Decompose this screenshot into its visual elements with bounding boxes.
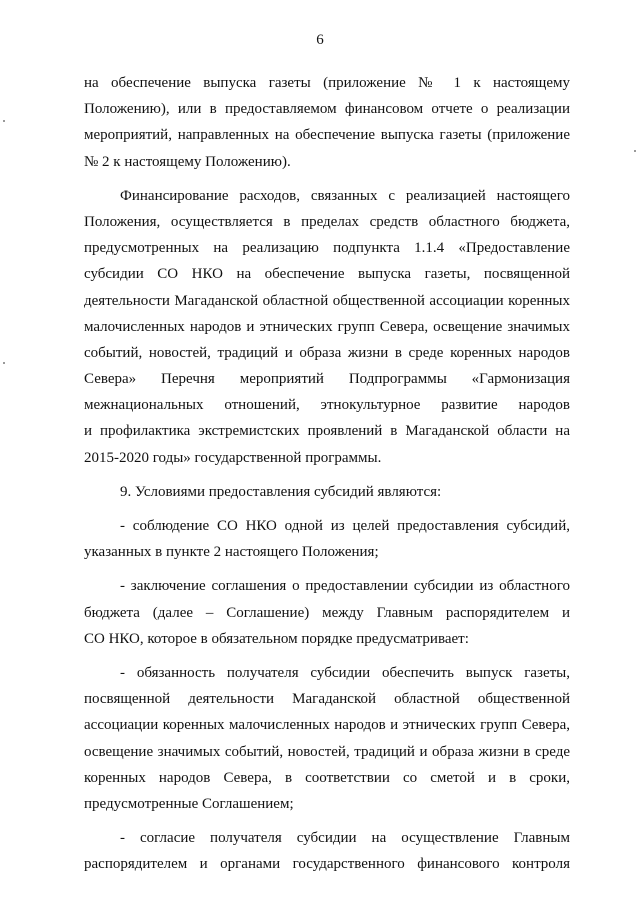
page-number: 6	[316, 32, 324, 48]
text-line: - соблюдение СО НКО одной из целей предоставления субсидий,	[120, 518, 570, 534]
paragraph	[84, 825, 570, 877]
text-line: ассоциации коренных малочисленных народов и этнических групп Севера,	[84, 717, 570, 734]
text-line: Положению), или в предоставляемом финансовом отчете о реализации	[84, 101, 570, 118]
text-line: малочисленных народов и этнических групп Севера, освещение значимых	[84, 318, 570, 335]
text-line: Финансирование расходов, связанных с реализацией настоящего	[120, 187, 570, 204]
text-line: - обязанность получателя субсидии обеспечить выпуск газеты,	[120, 664, 570, 681]
text-line: - согласие получателя субсидии на осуществление Главным	[120, 830, 570, 847]
paragraph	[84, 183, 570, 471]
text-line: коренных народов Севера, в соответствии со сметой и в сроки,	[84, 769, 570, 786]
text-line: событий, новостей, традиций и образа жизни в среде коренных народов	[84, 344, 570, 361]
text-line: указанных в пункте 2 настоящего Положения;	[84, 544, 379, 561]
text-line: и профилактика экстремистских проявлений в Магаданской области на	[84, 423, 570, 440]
text-line: освещение значимых событий, новостей, традиций и образа жизни в среде	[84, 743, 570, 760]
text-line: Севера» Перечня мероприятий Подпрограммы «Гармонизация	[84, 371, 570, 388]
document-body	[84, 70, 570, 877]
scan-edge-mark	[3, 120, 5, 122]
text-line: - заключение соглашения о предоставлении субсидии из областного	[120, 578, 570, 595]
paragraph	[84, 479, 570, 505]
scan-edge-mark	[3, 362, 5, 364]
text-line: межнациональных отношений, этнокультурное развитие народов	[84, 397, 570, 414]
text-line: на обеспечение выпуска газеты (приложение № 1 к настоящему	[84, 75, 570, 91]
text-line: предусмотренные Соглашением;	[84, 795, 294, 812]
text-line: предусмотренных на реализацию подпункта 1.1.4 «Предоставление	[84, 240, 570, 257]
text-line: деятельности Магаданской областной общественной ассоциации коренных	[84, 292, 570, 309]
text-line: посвященной деятельности Магаданской областной общественной	[84, 691, 570, 708]
text-line: СО НКО, которое в обязательном порядке предусматривает:	[84, 630, 469, 647]
text-line: Положения, осуществляется в пределах средств областного бюджета,	[84, 213, 570, 230]
text-line: 9. Условиями предоставления субсидий являются:	[120, 483, 442, 500]
scan-edge-mark	[634, 150, 636, 152]
text-line: № 2 к настоящему Положению).	[84, 153, 291, 170]
text-line: бюджета (далее – Соглашение) между Главным распорядителем и	[84, 604, 570, 621]
paragraph	[84, 573, 570, 652]
text-line: распорядителем и органами государственного финансового контроля	[84, 856, 570, 873]
paragraph	[84, 70, 570, 175]
text-line: мероприятий, направленных на обеспечение выпуска газеты (приложение	[84, 127, 570, 144]
text-line: субсидии СО НКО на обеспечение выпуска газеты, посвященной	[84, 266, 570, 283]
paragraph	[84, 660, 570, 817]
paragraph	[84, 513, 570, 565]
text-line: 2015-2020 годы» государственной программы.	[84, 449, 382, 466]
